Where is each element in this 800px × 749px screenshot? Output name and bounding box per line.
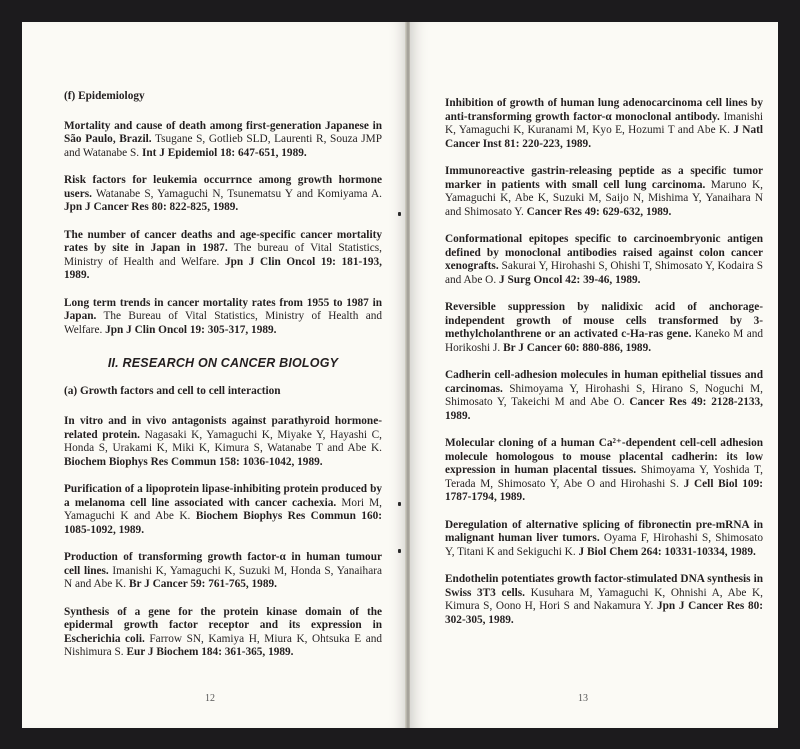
citation-reference: Jpn J Clin Oncol 19: 305-317, 1989. [105,323,277,336]
citation-authors: Farrow SN, Kamiya H, Miura K, Ohtsuka E and Nishimura S. [64,632,382,658]
citation-entry [64,229,382,283]
left-page [22,22,407,728]
citation-authors: Tsugane S, Gotlieb SLD, Laurenti R, Souza JMP and Watanabe S. [64,133,382,159]
citation-entry [64,174,382,215]
citation-title: In vitro and in vivo antagonists against parathyroid hormone-related protein. [64,415,382,441]
binding-mark [398,212,401,216]
citation-entry [445,369,763,423]
citation-entry [445,233,763,287]
citation-authors: Watanabe S, Yamaguchi N, Tsunematsu Y and Komiyama A. [95,187,382,200]
citation-reference: Eur J Biochem 184: 361-365, 1989. [126,646,294,658]
citation-entry [445,573,763,627]
citation-reference: Biochem Biophys Res Commun 160: 1085-1092, 1989. [64,510,383,536]
right-page [410,22,778,728]
citation-authors: The bureau of Vital Statistics, Ministry of Health and Welfare. [64,242,383,268]
citation-entry [64,120,382,161]
citation-title: Purification of a lipoprotein lipase-inhibiting protein produced by a melanoma cell line associated with cancer cachexia. [64,483,382,509]
citation-entry [445,97,763,151]
citation-authors: Nagasaki K, Yamaguchi K, Miyake Y, Hayashi C, Honda S, Urakami K, Miki K, Kimura S, Watanabe T and Abe K. [64,428,382,454]
citation-reference: J Surg Oncol 42: 39-46, 1989. [498,273,641,286]
citation-reference: Cancer Res 49: 2128-2133, 1989. [445,396,763,422]
citation-title: Reversible suppression by nalidixic acid of anchorage-independent growth of mouse cells transformed by 3-methylcholanthrene or an activated c-Ha-ras gene. [445,301,763,340]
citation-authors: Mori M, Yamaguchi K and Abe K. [64,496,383,522]
citation-title: Risk factors for leukemia occurrnce among growth hormone users. [64,174,382,200]
citation-title: Long term trends in cancer mortality rates from 1955 to 1987 in Japan. [64,296,382,322]
citation-title: Conformational epitopes specific to carcinoembryonic antigen defined by monoclonal antibodies raised against colon cancer xenografts. [445,233,763,272]
binding-mark [398,502,401,506]
page-number: 12 [205,693,215,704]
citation-entry [445,437,763,505]
citation-title: Immunoreactive gastrin-releasing peptide as a specific tumor marker in patients with small cell lung carcinoma. [445,165,763,191]
citation-title: Endothelin potentiates growth factor-stimulated DNA synthesis in Swiss 3T3 cells. [445,573,763,599]
binding-mark [398,549,401,553]
citation-authors: Imanishi K, Yamaguchi K, Suzuki M, Honda S, Yanaihara N and Abe K. [64,564,382,590]
citation-title: Mortality and cause of death among first-generation Japanese in São Paulo, Brazil. [64,119,382,145]
citation-reference: Int J Epidemiol 18: 647-651, 1989. [141,146,307,159]
citation-entry [445,301,763,355]
page-number: 13 [578,693,588,704]
citation-reference: J Cell Biol 109: 1787-1794, 1989. [445,477,763,503]
citation-title: Production of transforming growth factor-α in human tumour cell lines. [64,551,382,577]
citation-reference: Jpn J Cancer Res 80: 822-825, 1989. [64,201,239,213]
citation-authors: Shimoyama Y, Hirohashi S, Hirano S, Noguchi M, Shimosato Y, Takeichi M and Abe O. [445,382,763,408]
citation-reference: J Biol Chem 264: 10331-10334, 1989. [578,545,756,558]
citation-entry [445,165,763,219]
citation-reference: Br J Cancer 60: 880-886, 1989. [503,341,652,354]
citation-reference: Cancer Res 49: 629-632, 1989. [526,205,672,218]
citation-reference: Biochem Biophys Res Commun 158: 1036-1042, 1989. [64,455,323,468]
citation-reference: Jpn J Cancer Res 80: 302-305, 1989. [445,600,764,626]
citation-entry [64,483,382,537]
right-column [445,97,763,641]
citation-entry [64,551,382,592]
citation-reference: Br J Cancer 59: 761-765, 1989. [128,578,277,590]
citation-title: The number of cancer deaths and age-specific cancer mortality rates by site in Japan in 1987. [64,228,382,254]
citation-title: Molecular cloning of a human Ca²⁺-dependent cell-cell adhesion molecule homologous to mouse placental cadherin: its low expression in human placental tissues. [445,437,763,476]
citation-authors: Maruno K, Yamaguchi K, Abe K, Suzuki M, Saijo N, Mishima Y, Yanaihara N and Shimosato Y. [445,178,763,218]
citation-authors: Sakurai Y, Hirohashi S, Ohishi T, Shimosato Y, Kodaira S and Abe O. [445,260,764,286]
section-title-cancer-biology: II. RESEARCH ON CANCER BIOLOGY [107,356,339,370]
citation-entry [64,606,382,660]
citation-title: Deregulation of alternative splicing of fibronectin pre-mRNA in malignant human liver tumors. [445,518,763,544]
section-heading-epidemiology: (f) Epidemiology [64,90,145,102]
citation-reference: J Natl Cancer Inst 81: 220-223, 1989. [445,124,764,150]
citation-authors: Kusuhara M, Yamaguchi K, Ohnishi A, Abe K, Kimura S, Oono H, Hori S and Nakamura Y. [445,586,764,612]
citation-reference: Jpn J Clin Oncol 19: 181-193, 1989. [64,255,383,281]
left-column [64,90,382,674]
citation-entry [64,415,382,469]
citation-entry [445,519,763,560]
citation-title: Synthesis of a gene for the protein kinase domain of the epidermal growth factor receptor and its expression in Escherichia coli. [64,605,382,645]
subsection-heading-growth-factors: (a) Growth factors and cell to cell interaction [64,384,281,397]
citation-authors: Kaneko M and Horikoshi J. [445,328,764,354]
citation-authors: Imanishi K, Yamaguchi K, Kuranami M, Kyo E, Hozumi T and Abe K. [445,110,763,136]
citation-authors: Oyama F, Hirohashi S, Shimosato Y, Titani K and Sekiguchi K. [445,532,763,558]
citation-authors: The Bureau of Vital Statistics, Ministry of Health and Welfare. [64,310,383,336]
citation-entry [64,297,382,338]
citation-title: Inhibition of growth of human lung adenocarcinoma cell lines by anti-transforming growth factor-α monoclonal antibody. [445,97,763,123]
citation-title: Cadherin cell-adhesion molecules in human epithelial tissues and carcinomas. [445,369,763,395]
citation-authors: Shimoyama Y, Yoshida T, Terada M, Shimosato Y, Abe O and Hirohashi S. [445,464,763,490]
